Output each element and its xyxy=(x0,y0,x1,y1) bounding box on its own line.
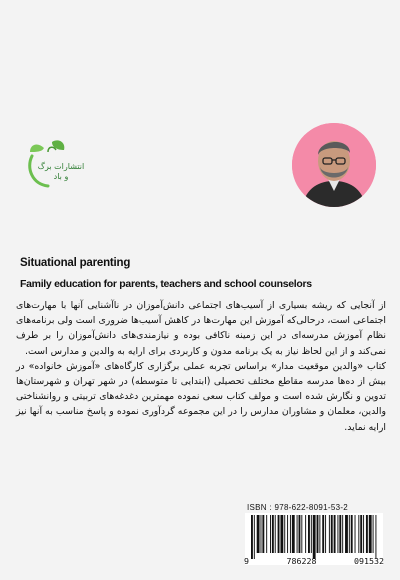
barcode-bar xyxy=(325,515,326,553)
barcode-bar xyxy=(366,515,368,553)
barcode-bar xyxy=(272,515,274,553)
barcode-icon xyxy=(245,515,383,559)
barcode-bar xyxy=(311,515,312,553)
barcode-bar xyxy=(369,515,372,553)
barcode-bar xyxy=(355,515,356,553)
barcode-bar xyxy=(251,515,253,559)
barcode-bar xyxy=(287,515,288,553)
barcode-bar xyxy=(345,515,348,553)
barcode-bar xyxy=(297,515,298,553)
barcode-bar xyxy=(363,515,364,553)
barcode-bar xyxy=(262,515,264,553)
barcode-bar xyxy=(305,515,306,553)
author-photo xyxy=(292,123,376,207)
barcode-digits xyxy=(244,556,384,566)
barcode-bar xyxy=(339,515,341,553)
barcode-bar xyxy=(317,515,319,553)
barcode-bar xyxy=(349,515,350,553)
description-persian xyxy=(16,298,386,435)
description-paragraph-2: کتاب «والدین موقعیت مدار» براساس تجربه عملی برگزاری کارگاه‌های «آموزش خانواده» در بیش از ده‌ها مدرسه مقاطع مختلف تحصیلی (ابتدایی تا متوسطه) در شهر تهران و شهرستان‌ها تدوین و نگارش شده است و مولف کتاب سعی نموده مهمترین دغدغه‌های تربیتی و روانشناختی والدین، معلمان و مشاوران مدارس را در این مجموعه گردآوری نموده و پاسخ مناسب به آنها نیز ارایه نماید. xyxy=(16,360,386,433)
barcode-bar xyxy=(278,515,280,553)
subtitle-english: Family education for parents, teachers and school counselors xyxy=(20,278,312,290)
barcode-bar xyxy=(329,515,330,553)
barcode-bar xyxy=(301,515,302,553)
barcode-bar xyxy=(375,515,376,559)
description-paragraph-1: از آنجایی که ریشه بسیاری از آسیب‌های اجتماعی دانش‌آموزان در ناآشنایی آنها با مهارت‌های اجتماعی است، درحالی‌که آموزش این مهارت‌ها در کاهش آسیب‌ها ضروری است ولی برنامه‌های نظام آموزش مدرسه‌ای در این زمینه ناکافی بوده و نیازمندی‌های دانش‌آموزان را بر طرف نمی‌کند و از این لحاظ نیاز به یک برنامه مدون و کاربردی برای ارایه به والدین و مدارس است. xyxy=(16,300,386,357)
barcode-bar xyxy=(292,515,295,553)
barcode-digit-group-1: 9 xyxy=(244,556,249,566)
barcode-bar xyxy=(360,515,362,553)
barcode-bar xyxy=(334,515,336,553)
barcode-bar xyxy=(257,515,260,553)
publisher-name: انتشارات برگ و باد xyxy=(37,162,85,181)
barcode-bar xyxy=(358,515,359,553)
barcode-bar xyxy=(280,515,283,553)
barcode-bar xyxy=(373,515,374,553)
barcode-bar xyxy=(266,515,267,553)
barcode-bar xyxy=(331,515,333,553)
title-english: Situational parenting xyxy=(20,257,131,269)
barcode-bar xyxy=(284,515,285,553)
barcode-bar xyxy=(351,515,353,553)
barcode-digit-group-3: 091532 xyxy=(354,556,384,566)
author-portrait-icon xyxy=(292,123,376,207)
barcode-bar xyxy=(313,515,316,559)
barcode-bar xyxy=(337,515,338,553)
barcode-bar xyxy=(270,515,271,553)
barcode-bar xyxy=(308,515,310,553)
barcode-bar xyxy=(261,515,262,553)
barcode-bar xyxy=(254,515,255,559)
barcode-bar xyxy=(319,515,320,553)
isbn-label: ISBN : 978-622-8091-53-2 xyxy=(247,503,349,512)
barcode-bar xyxy=(290,515,291,553)
barcode-bar xyxy=(342,515,343,553)
barcode-bar xyxy=(275,515,276,553)
barcode-bar xyxy=(299,515,301,553)
barcode-digit-group-2: 786228 xyxy=(286,556,317,566)
barcode-bar xyxy=(322,515,324,553)
